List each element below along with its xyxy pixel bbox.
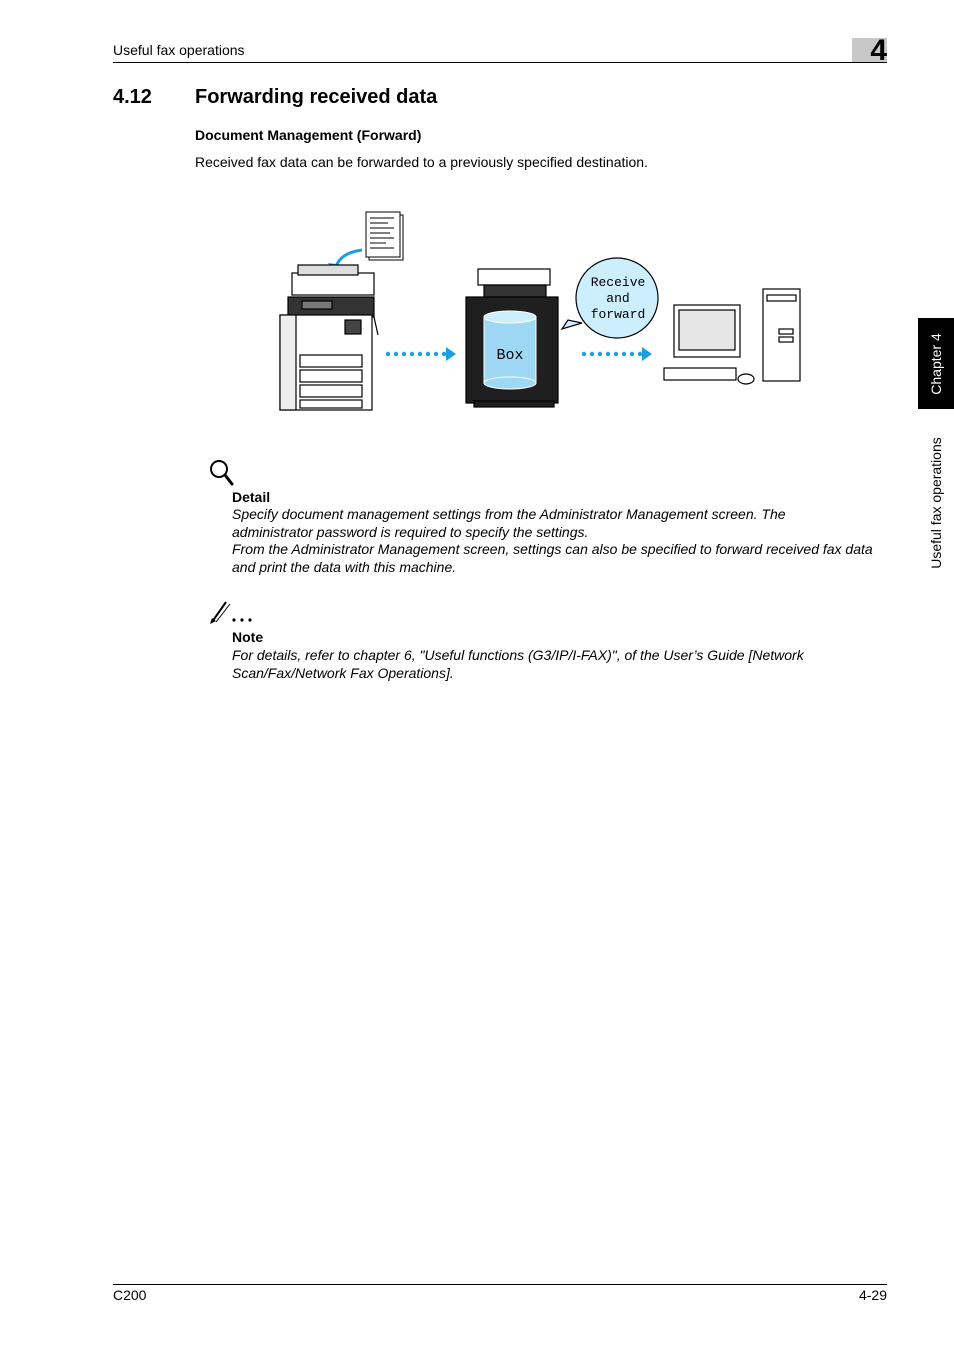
bubble-line-2: and [606,291,630,306]
sending-mfp-icon [280,265,378,410]
detail-body [232,506,892,576]
box-label: Box [496,347,524,364]
document-icon [366,212,403,260]
section-number: 4.12 [113,86,152,108]
box-storage-icon [484,311,536,389]
note-body [232,647,852,682]
detail-line-1: Specify document management settings from the Administrator Management screen. The [232,506,786,522]
detail-line-2: administrator password is required to specify the settings. [232,523,589,540]
bubble-line-3: forward [590,307,646,322]
intro-paragraph: Received fax data can be forwarded to a previously specified destination. [195,154,648,170]
note-line-1: For details, refer to chapter 6, "Useful functions (G3/IP/I-FAX)", of the User’s Guide [Network [232,647,804,663]
note-label: Note [232,629,264,645]
footer-divider [113,1284,887,1285]
detail-line-4: and print the data with this machine. [232,558,457,575]
footer-model: C200 [113,1287,147,1303]
footer-page-number: 4-29 [858,1287,887,1303]
detail-line-3: From the Administrator Management screen, settings can also be specified to forward received fax data [232,541,873,557]
chapter-number: 4 [870,34,887,67]
forwarding-illustration [270,205,815,420]
computer-icon [664,289,800,384]
note-line-2: Scan/Fax/Network Fax Operations]. [232,664,454,681]
magnifier-icon [208,458,234,486]
header-divider [113,62,887,63]
subsection-title: Document Management (Forward) [195,127,422,143]
bubble-line-1: Receive [590,275,646,290]
pencil-note-icon [208,598,254,624]
receive-and-forward-bubble [562,258,658,338]
transfer-arrow-1-icon [386,347,456,361]
detail-label: Detail [232,489,271,505]
transfer-arrow-2-icon [582,347,652,361]
side-section-label: Useful fax operations [928,437,944,569]
chapter-side-tab-label: Chapter 4 [928,332,944,395]
running-header: Useful fax operations [113,42,245,58]
section-title: Forwarding received data [195,86,438,108]
